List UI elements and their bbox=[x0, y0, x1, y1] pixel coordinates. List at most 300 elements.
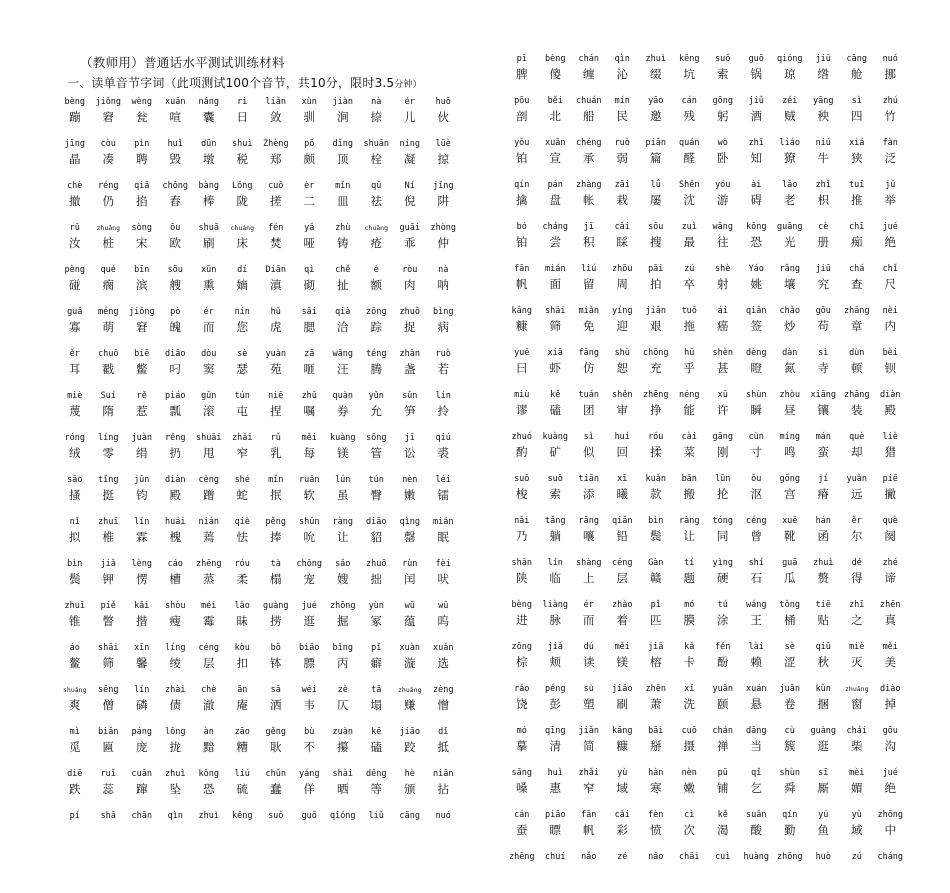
word-cell bbox=[572, 263, 606, 305]
hanzi: 砌 bbox=[303, 278, 315, 292]
pinyin: xī bbox=[617, 474, 628, 484]
word-cell bbox=[92, 642, 126, 684]
hanzi: 款 bbox=[650, 487, 662, 501]
word-cell bbox=[192, 810, 226, 852]
word-cell bbox=[293, 306, 327, 348]
hanzi: 掐 bbox=[136, 194, 148, 208]
hanzi: 艰 bbox=[650, 319, 662, 333]
pinyin: yùn bbox=[368, 601, 384, 611]
word-row bbox=[58, 726, 460, 768]
hanzi: 匹 bbox=[650, 613, 662, 627]
word-cell bbox=[125, 180, 159, 222]
word-cell bbox=[639, 221, 673, 263]
word-cell bbox=[773, 809, 807, 851]
hanzi: 瘠 bbox=[817, 487, 829, 501]
word-cell bbox=[326, 516, 360, 558]
pinyin: jī bbox=[404, 433, 415, 443]
hanzi: 内 bbox=[884, 319, 896, 333]
word-cell bbox=[393, 306, 427, 348]
pinyin: běi bbox=[547, 96, 563, 106]
pinyin: rì bbox=[237, 97, 248, 107]
hanzi: 鬓 bbox=[69, 572, 81, 586]
word-cell bbox=[326, 684, 360, 726]
pinyin: tā bbox=[371, 685, 382, 695]
word-cell bbox=[840, 557, 874, 599]
hanzi: 庞 bbox=[136, 740, 148, 754]
hanzi: 捺 bbox=[370, 110, 382, 124]
word-cell bbox=[539, 389, 573, 431]
hanzi: 拍 bbox=[650, 277, 662, 291]
word-cell bbox=[606, 725, 640, 767]
hanzi: 拈 bbox=[437, 782, 449, 796]
pinyin: líng bbox=[165, 643, 186, 653]
pinyin: fān bbox=[514, 264, 530, 274]
pinyin: tuán bbox=[578, 390, 599, 400]
hanzi: 剖 bbox=[516, 109, 528, 123]
word-cell bbox=[192, 180, 226, 222]
word-cell bbox=[706, 53, 740, 95]
hanzi: 贼 bbox=[784, 109, 796, 123]
pinyin: liáo bbox=[779, 138, 800, 148]
pinyin: zhuī bbox=[64, 601, 85, 611]
word-cell bbox=[125, 516, 159, 558]
pinyin: fǎng bbox=[578, 348, 599, 358]
hanzi: 射 bbox=[717, 277, 729, 291]
word-cell bbox=[192, 558, 226, 600]
word-cell bbox=[125, 642, 159, 684]
hanzi: 滇 bbox=[270, 278, 282, 292]
hanzi: 碰 bbox=[69, 278, 81, 292]
word-cell bbox=[58, 516, 92, 558]
word-row bbox=[58, 96, 460, 138]
word-cell bbox=[159, 306, 193, 348]
word-cell bbox=[606, 599, 640, 641]
hanzi: 磷 bbox=[136, 698, 148, 712]
word-cell bbox=[226, 96, 260, 138]
pinyin: guā bbox=[782, 558, 798, 568]
word-cell bbox=[807, 641, 841, 683]
hanzi: 缀 bbox=[650, 67, 662, 81]
hanzi: 踪 bbox=[370, 320, 382, 334]
hanzi: 选 bbox=[437, 656, 449, 670]
pinyin: juǎn bbox=[779, 684, 800, 694]
pinyin: kǒng bbox=[198, 769, 219, 779]
hanzi: 僧 bbox=[102, 698, 114, 712]
word-cell bbox=[125, 600, 159, 642]
hanzi: 昧 bbox=[236, 614, 248, 628]
pinyin: guǎ bbox=[67, 307, 83, 317]
word-cell bbox=[427, 432, 461, 474]
hanzi: 拖 bbox=[683, 319, 695, 333]
pinyin: ér bbox=[583, 600, 594, 610]
pinyin: biē bbox=[134, 349, 150, 359]
hanzi: 床 bbox=[236, 236, 248, 250]
pinyin: shāi bbox=[98, 643, 119, 653]
pinyin: Zhèng bbox=[262, 139, 289, 149]
hanzi: 周 bbox=[616, 277, 628, 291]
word-cell bbox=[539, 431, 573, 473]
word-cell bbox=[58, 768, 92, 810]
pinyin: chéng bbox=[575, 138, 602, 148]
pinyin: kěng bbox=[232, 811, 253, 821]
hanzi: 伙 bbox=[437, 110, 449, 124]
hanzi: 寡 bbox=[69, 320, 81, 334]
word-cell bbox=[393, 222, 427, 264]
word-cell bbox=[505, 431, 539, 473]
right-word-grid bbox=[505, 53, 907, 893]
pinyin: zhuō bbox=[366, 559, 387, 569]
pinyin: jué bbox=[301, 601, 317, 611]
pinyin: bāi bbox=[648, 726, 664, 736]
pinyin: zhēn bbox=[880, 600, 901, 610]
pinyin: xiāng bbox=[810, 390, 837, 400]
pinyin: diàn bbox=[880, 390, 901, 400]
hanzi: 掠 bbox=[437, 152, 449, 166]
pinyin: yuàn bbox=[265, 349, 286, 359]
hanzi: 绝 bbox=[884, 781, 896, 795]
pinyin: sǎo bbox=[335, 559, 351, 569]
hanzi: 真 bbox=[884, 613, 896, 627]
hanzi: 蕴 bbox=[404, 614, 416, 628]
word-cell bbox=[360, 306, 394, 348]
hanzi: 腾 bbox=[370, 362, 382, 376]
hanzi: 澈 bbox=[203, 698, 215, 712]
pinyin: qiū bbox=[815, 642, 831, 652]
word-cell bbox=[840, 95, 874, 137]
hanzi: 往 bbox=[717, 235, 729, 249]
pinyin: sǎ bbox=[270, 685, 281, 695]
pinyin: ān bbox=[237, 685, 248, 695]
pinyin: néng bbox=[679, 390, 700, 400]
hanzi: 当 bbox=[750, 739, 762, 753]
word-cell bbox=[706, 557, 740, 599]
hanzi: 戳 bbox=[102, 362, 114, 376]
word-cell bbox=[606, 515, 640, 557]
word-cell bbox=[192, 768, 226, 810]
pinyin: chái bbox=[846, 726, 867, 736]
pinyin: ráo bbox=[514, 684, 530, 694]
word-cell bbox=[259, 222, 293, 264]
word-cell bbox=[293, 96, 327, 138]
hanzi: 零 bbox=[102, 446, 114, 460]
word-row bbox=[58, 642, 460, 684]
hanzi: 回 bbox=[616, 445, 628, 459]
pinyin: jǔ bbox=[885, 180, 896, 190]
hanzi: 癌 bbox=[717, 319, 729, 333]
hanzi: 尔 bbox=[851, 529, 863, 543]
hanzi: 蛮 bbox=[817, 445, 829, 459]
hanzi: 彩 bbox=[616, 823, 628, 837]
hanzi: 丙 bbox=[337, 656, 349, 670]
word-cell bbox=[673, 557, 707, 599]
pinyin: dāng bbox=[746, 726, 767, 736]
word-cell bbox=[606, 347, 640, 389]
hanzi: 层 bbox=[203, 656, 215, 670]
hanzi: 能 bbox=[683, 403, 695, 417]
word-cell bbox=[226, 474, 260, 516]
pinyin: bèng bbox=[511, 600, 532, 610]
word-cell bbox=[192, 474, 226, 516]
pinyin: mán bbox=[815, 432, 831, 442]
hanzi: 傻 bbox=[549, 67, 561, 81]
pinyin: ōu bbox=[170, 223, 181, 233]
pinyin: ér bbox=[404, 97, 415, 107]
hanzi: 耳 bbox=[69, 362, 81, 376]
pinyin: què bbox=[882, 516, 898, 526]
pinyin: pōu bbox=[514, 96, 530, 106]
pinyin: zhòng bbox=[430, 223, 457, 233]
hanzi: 糠 bbox=[616, 739, 628, 753]
hanzi: 瓮 bbox=[136, 110, 148, 124]
pinyin: hè bbox=[404, 769, 415, 779]
hanzi: 膘 bbox=[303, 656, 315, 670]
word-cell bbox=[539, 767, 573, 809]
hanzi: 拙 bbox=[370, 572, 382, 586]
pinyin: shǔn bbox=[299, 517, 320, 527]
word-cell bbox=[58, 726, 92, 768]
word-cell bbox=[159, 642, 193, 684]
pinyin: yíng bbox=[612, 306, 633, 316]
pinyin: nǎi bbox=[514, 516, 530, 526]
hanzi: 宣 bbox=[549, 151, 561, 165]
word-cell bbox=[673, 95, 707, 137]
pinyin: chǔn bbox=[265, 769, 286, 779]
hanzi: 涩 bbox=[784, 655, 796, 669]
hanzi: 愣 bbox=[136, 572, 148, 586]
pinyin: liǎn bbox=[265, 97, 286, 107]
pinyin: jūn bbox=[134, 475, 150, 485]
word-cell bbox=[840, 53, 874, 95]
pinyin: níng bbox=[399, 139, 420, 149]
pinyin: cuān bbox=[131, 769, 152, 779]
word-cell bbox=[360, 138, 394, 180]
hanzi: 蹭 bbox=[203, 488, 215, 502]
word-cell bbox=[572, 725, 606, 767]
pinyin: céng bbox=[746, 516, 767, 526]
word-cell bbox=[740, 305, 774, 347]
hanzi: 虎 bbox=[270, 320, 282, 334]
pinyin: guàng bbox=[810, 726, 837, 736]
pinyin: jiū bbox=[815, 264, 831, 274]
word-cell bbox=[807, 221, 841, 263]
word-cell bbox=[360, 348, 394, 390]
pinyin: kāng bbox=[511, 306, 532, 316]
word-row bbox=[58, 768, 460, 810]
word-row bbox=[58, 264, 460, 306]
word-cell bbox=[706, 641, 740, 683]
hanzi: 蹦 bbox=[69, 110, 81, 124]
pinyin: miù bbox=[514, 390, 530, 400]
word-cell bbox=[807, 683, 841, 725]
word-cell bbox=[773, 473, 807, 515]
pinyin: kōng bbox=[746, 222, 767, 232]
pinyin: ōu bbox=[751, 474, 762, 484]
pinyin: yǔn bbox=[368, 391, 384, 401]
hanzi: 搜 bbox=[650, 235, 662, 249]
pinyin: sī bbox=[818, 768, 829, 778]
pinyin: chǐ bbox=[882, 264, 898, 274]
hanzi: 域 bbox=[851, 823, 863, 837]
pinyin: shòu bbox=[165, 601, 186, 611]
hanzi: 悬 bbox=[750, 697, 762, 711]
hanzi: 缠 bbox=[583, 67, 595, 81]
hanzi: 拟 bbox=[69, 530, 81, 544]
pinyin: mǐn bbox=[268, 475, 284, 485]
word-cell bbox=[773, 263, 807, 305]
word-cell bbox=[192, 306, 226, 348]
pinyin: cù bbox=[784, 726, 795, 736]
hanzi: 王 bbox=[750, 613, 762, 627]
hanzi: 祛 bbox=[370, 194, 382, 208]
word-cell bbox=[159, 558, 193, 600]
pinyin: pán bbox=[547, 180, 563, 190]
word-cell bbox=[673, 725, 707, 767]
word-row bbox=[505, 431, 907, 473]
word-row bbox=[505, 851, 907, 893]
word-cell bbox=[572, 809, 606, 851]
hanzi: 乞 bbox=[750, 781, 762, 795]
pinyin: kǎ bbox=[684, 642, 695, 652]
word-cell bbox=[259, 474, 293, 516]
word-row bbox=[505, 767, 907, 809]
word-cell bbox=[606, 431, 640, 473]
word-cell bbox=[639, 851, 673, 893]
word-cell bbox=[293, 432, 327, 474]
hanzi: 瞥 bbox=[102, 614, 114, 628]
hanzi: 挣 bbox=[650, 403, 662, 417]
word-cell bbox=[259, 138, 293, 180]
word-cell bbox=[92, 474, 126, 516]
hanzi: 棒 bbox=[203, 194, 215, 208]
word-cell bbox=[840, 515, 874, 557]
hanzi: 鸣 bbox=[784, 445, 796, 459]
word-cell bbox=[259, 684, 293, 726]
hanzi: 鳖 bbox=[136, 362, 148, 376]
hanzi: 昼 bbox=[784, 403, 796, 417]
word-cell bbox=[539, 305, 573, 347]
pinyin: cǎi bbox=[614, 222, 630, 232]
pinyin: róng bbox=[64, 433, 85, 443]
pinyin: nǎo bbox=[648, 852, 664, 862]
word-cell bbox=[226, 180, 260, 222]
hanzi: 挺 bbox=[102, 488, 114, 502]
pinyin: jiǎ bbox=[100, 559, 116, 569]
hanzi: 涂 bbox=[717, 613, 729, 627]
word-cell bbox=[192, 96, 226, 138]
pinyin: lèng bbox=[131, 559, 152, 569]
pinyin: bìn bbox=[67, 559, 83, 569]
word-cell bbox=[125, 306, 159, 348]
hanzi: 宠 bbox=[303, 572, 315, 586]
hanzi: 闰 bbox=[404, 572, 416, 586]
word-cell bbox=[360, 96, 394, 138]
pinyin: bàng bbox=[198, 181, 219, 191]
pinyin: xǔ bbox=[717, 390, 728, 400]
hanzi: 免 bbox=[583, 319, 595, 333]
word-cell bbox=[606, 389, 640, 431]
hanzi: 皿 bbox=[337, 194, 349, 208]
hanzi: 瘦 bbox=[169, 614, 181, 628]
word-cell bbox=[505, 179, 539, 221]
hanzi: 禅 bbox=[717, 739, 729, 753]
hanzi: 殿 bbox=[884, 403, 896, 417]
pinyin: dú bbox=[583, 642, 594, 652]
pinyin: shèn bbox=[712, 348, 733, 358]
word-cell bbox=[874, 851, 908, 893]
pinyin: mián bbox=[545, 264, 566, 274]
hanzi: 叼 bbox=[169, 362, 181, 376]
word-cell bbox=[293, 138, 327, 180]
pinyin: guō bbox=[301, 811, 317, 821]
pinyin: biǎn bbox=[98, 727, 119, 737]
word-cell bbox=[505, 809, 539, 851]
hanzi: 柔 bbox=[236, 572, 248, 586]
pinyin: jīng bbox=[64, 139, 85, 149]
pinyin: zhǎn bbox=[399, 349, 420, 359]
pinyin: chè bbox=[201, 685, 217, 695]
word-cell bbox=[773, 557, 807, 599]
pinyin: yú bbox=[818, 810, 829, 820]
word-cell bbox=[505, 95, 539, 137]
word-cell bbox=[505, 851, 539, 893]
hanzi: 呜 bbox=[437, 614, 449, 628]
hanzi: 塑 bbox=[583, 697, 595, 711]
hanzi: 瘸 bbox=[102, 278, 114, 292]
hanzi: 仍 bbox=[102, 194, 114, 208]
pinyin: huí bbox=[614, 432, 630, 442]
word-cell bbox=[840, 431, 874, 473]
word-cell bbox=[293, 810, 327, 852]
pinyin: zú bbox=[851, 852, 862, 862]
pinyin: shù bbox=[614, 348, 630, 358]
pinyin: gōng bbox=[712, 96, 733, 106]
word-cell bbox=[673, 599, 707, 641]
hanzi: 铸 bbox=[337, 236, 349, 250]
word-cell bbox=[740, 725, 774, 767]
hanzi: 氮 bbox=[784, 361, 796, 375]
pinyin: gōu bbox=[882, 726, 898, 736]
pinyin: shuāi bbox=[195, 433, 222, 443]
hanzi: 审 bbox=[616, 403, 628, 417]
hanzi: 册 bbox=[817, 235, 829, 249]
word-cell bbox=[505, 725, 539, 767]
word-cell bbox=[427, 642, 461, 684]
hanzi: 酌 bbox=[516, 445, 528, 459]
word-cell bbox=[706, 809, 740, 851]
pinyin: suǒ bbox=[715, 54, 731, 64]
word-cell bbox=[773, 725, 807, 767]
word-cell bbox=[92, 306, 126, 348]
word-cell bbox=[874, 557, 908, 599]
pinyin: quán bbox=[679, 138, 700, 148]
hanzi: 充 bbox=[650, 361, 662, 375]
hanzi: 凝 bbox=[404, 152, 416, 166]
pinyin: shǎn bbox=[511, 558, 532, 568]
word-cell bbox=[125, 768, 159, 810]
hanzi: 栽 bbox=[616, 193, 628, 207]
pinyin: yǎ bbox=[304, 223, 315, 233]
pinyin: sēng bbox=[98, 685, 119, 695]
hanzi: 匾 bbox=[102, 740, 114, 754]
pinyin: cì bbox=[684, 810, 695, 820]
hanzi: 黯 bbox=[203, 740, 215, 754]
word-cell bbox=[606, 305, 640, 347]
hanzi: 蔫 bbox=[203, 530, 215, 544]
word-cell bbox=[326, 390, 360, 432]
word-cell bbox=[773, 221, 807, 263]
word-cell bbox=[639, 179, 673, 221]
hanzi: 寺 bbox=[817, 361, 829, 375]
